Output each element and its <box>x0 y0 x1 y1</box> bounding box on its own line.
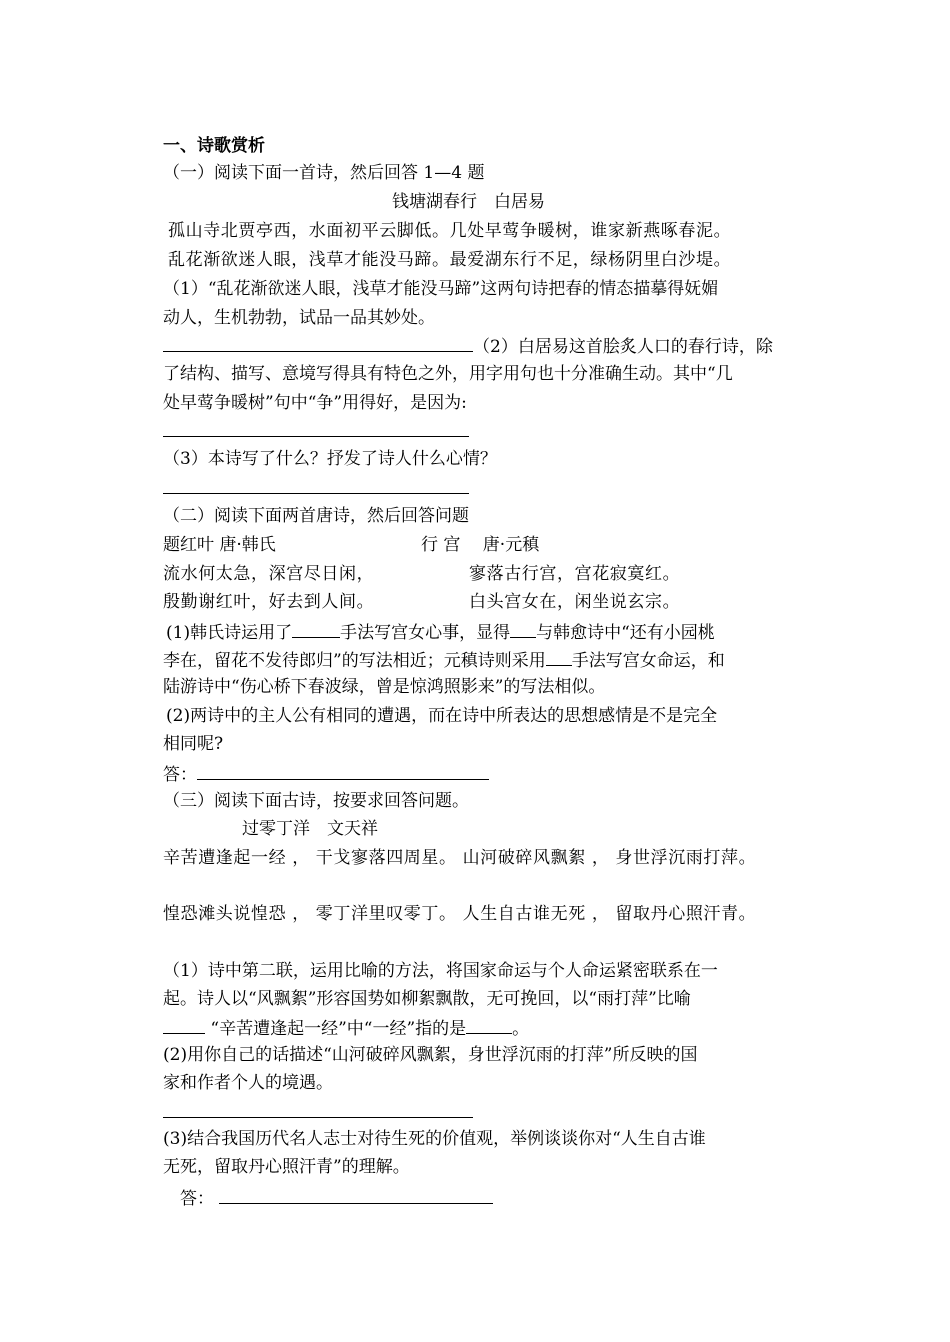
q1-text-a: (1)韩氏诗运用了 <box>166 623 293 643</box>
q1-text-b: 手法写宫女心事，显得 <box>340 623 511 643</box>
part1-poem-line2: 乱花渐欲迷人眼，浅草才能没马蹄。最爱湖东行不足，绿杨阴里白沙堤。 <box>168 250 732 270</box>
q1-line3-text-b: 。 <box>512 1019 530 1039</box>
answer-blank[interactable] <box>219 1186 493 1204</box>
answer-blank[interactable] <box>510 620 536 638</box>
part3-poem-title: 过零丁洋 文天祥 <box>242 819 378 839</box>
answer-label: 答： <box>180 1189 214 1209</box>
answer-blank[interactable] <box>292 620 340 638</box>
q1-line2-text-a: 李在，留花不发待郎归”的写法相近；元稹诗则采用 <box>163 651 546 671</box>
part3-q1-line1: （1）诗中第二联，运用比喻的方法，将国家命运与个人命运紧密联系在一 <box>163 961 718 981</box>
part3-poem-line1: 辛苦遭逢起一经 ， 干戈寥落四周星。 山河破碎风飘絮 ， 身世浮沉雨打萍。 <box>163 848 757 868</box>
poem-a-line2: 殷勤谢红叶，好去到人间。 <box>163 592 375 612</box>
part3-q3-line1: (3)结合我国历代名人志士对待生死的价值观，举例谈谈你对“人生自古谁 <box>163 1129 706 1149</box>
q1-line3-text-a: “辛苦遭逢起一经”中“一经”指的是 <box>210 1019 467 1039</box>
answer-line[interactable] <box>163 1117 473 1118</box>
answer-blank[interactable] <box>197 762 489 780</box>
part1-q2-text: （2）白居易这首脍炙人口的春行诗，除 <box>473 337 773 357</box>
part2-q2-line2: 相同呢? <box>163 734 224 754</box>
part3-poem-line2: 惶恐滩头说惶恐 ， 零丁洋里叹零丁。 人生自古谁无死 ， 留取丹心照汗青。 <box>163 904 757 924</box>
answer-line[interactable] <box>163 493 469 494</box>
part2-answer <box>163 762 489 786</box>
part1-q2-line2: 了结构、描写、意境写得具有特色之外，用字用句也十分准确生动。其中“几 <box>163 364 733 384</box>
answer-blank[interactable] <box>466 1016 512 1034</box>
part3-answer <box>180 1186 493 1210</box>
part1-q3: （3）本诗写了什么？抒发了诗人什么心情？ <box>163 449 497 469</box>
part3-q1-line3 <box>163 1016 529 1040</box>
poem-a-title: 题红叶 唐·韩氏 <box>163 535 276 555</box>
section-title: 一、诗歌赏析 <box>163 136 265 156</box>
poem-b-title: 行 宫 唐·元稹 <box>421 535 540 555</box>
q1-line2-text-b: 手法写宫女命运，和 <box>571 651 725 671</box>
poem-b-line2: 白头宫女在，闲坐说玄宗。 <box>469 592 681 612</box>
part3-q2-line2: 家和作者个人的境遇。 <box>163 1073 333 1093</box>
part2-q1-line1 <box>166 620 715 644</box>
q1-text-c: 与韩愈诗中“还有小园桃 <box>536 623 715 643</box>
poem-b-line1: 寥落古行宫，宫花寂寞红。 <box>469 564 681 584</box>
part3-q3-line2: 无死，留取丹心照汗青”的理解。 <box>163 1157 410 1177</box>
answer-label: 答： <box>163 765 197 785</box>
part2-poems-line1 <box>163 563 803 585</box>
answer-line[interactable] <box>163 436 469 437</box>
part2-intro: （二）阅读下面两首唐诗，然后回答问题 <box>163 506 469 526</box>
part1-intro: （一）阅读下面一首诗，然后回答 1—4 题 <box>163 163 485 183</box>
part1-q2-line3: 处早莺争暖树”句中“争”用得好，是因为: <box>163 393 467 413</box>
answer-blank[interactable] <box>163 1016 205 1034</box>
answer-blank[interactable] <box>546 648 572 666</box>
poem-a-line1: 流水何太急，深宫尽日闲， <box>163 564 375 584</box>
answer-blank[interactable] <box>163 334 473 352</box>
part3-q1-line2: 起。诗人以“风飘絮”形容国势如柳絮飘散，无可挽回，以“雨打萍”比喻 <box>163 989 691 1009</box>
part1-poem-title: 钱塘湖春行 白居易 <box>392 192 545 212</box>
part1-q2-line1 <box>163 334 773 358</box>
part2-poems-line2 <box>163 591 803 613</box>
part1-q1-line2: 动人，生机勃勃，试品一品其妙处。 <box>163 308 435 328</box>
part3-q2-line1: (2)用你自己的话描述“山河破碎风飘絮，身世浮沉雨的打萍”所反映的国 <box>163 1045 698 1065</box>
part1-q1-line1: （1）“乱花渐欲迷人眼，浅草才能没马蹄”这两句诗把春的情态描摹得妩媚 <box>163 279 719 299</box>
part1-poem-line1: 孤山寺北贾亭西，水面初平云脚低。几处早莺争暖树，谁家新燕啄春泥。 <box>168 221 732 241</box>
part2-q1-line2 <box>163 648 725 672</box>
part2-q1-line3: 陆游诗中“伤心桥下春波绿，曾是惊鸿照影来”的写法相似。 <box>163 677 606 697</box>
part2-titles <box>163 534 803 556</box>
part3-intro: （三）阅读下面古诗，按要求回答问题。 <box>163 791 469 811</box>
part2-q2-line1: (2)两诗中的主人公有相同的遭遇，而在诗中所表达的思想感情是不是完全 <box>166 706 718 726</box>
